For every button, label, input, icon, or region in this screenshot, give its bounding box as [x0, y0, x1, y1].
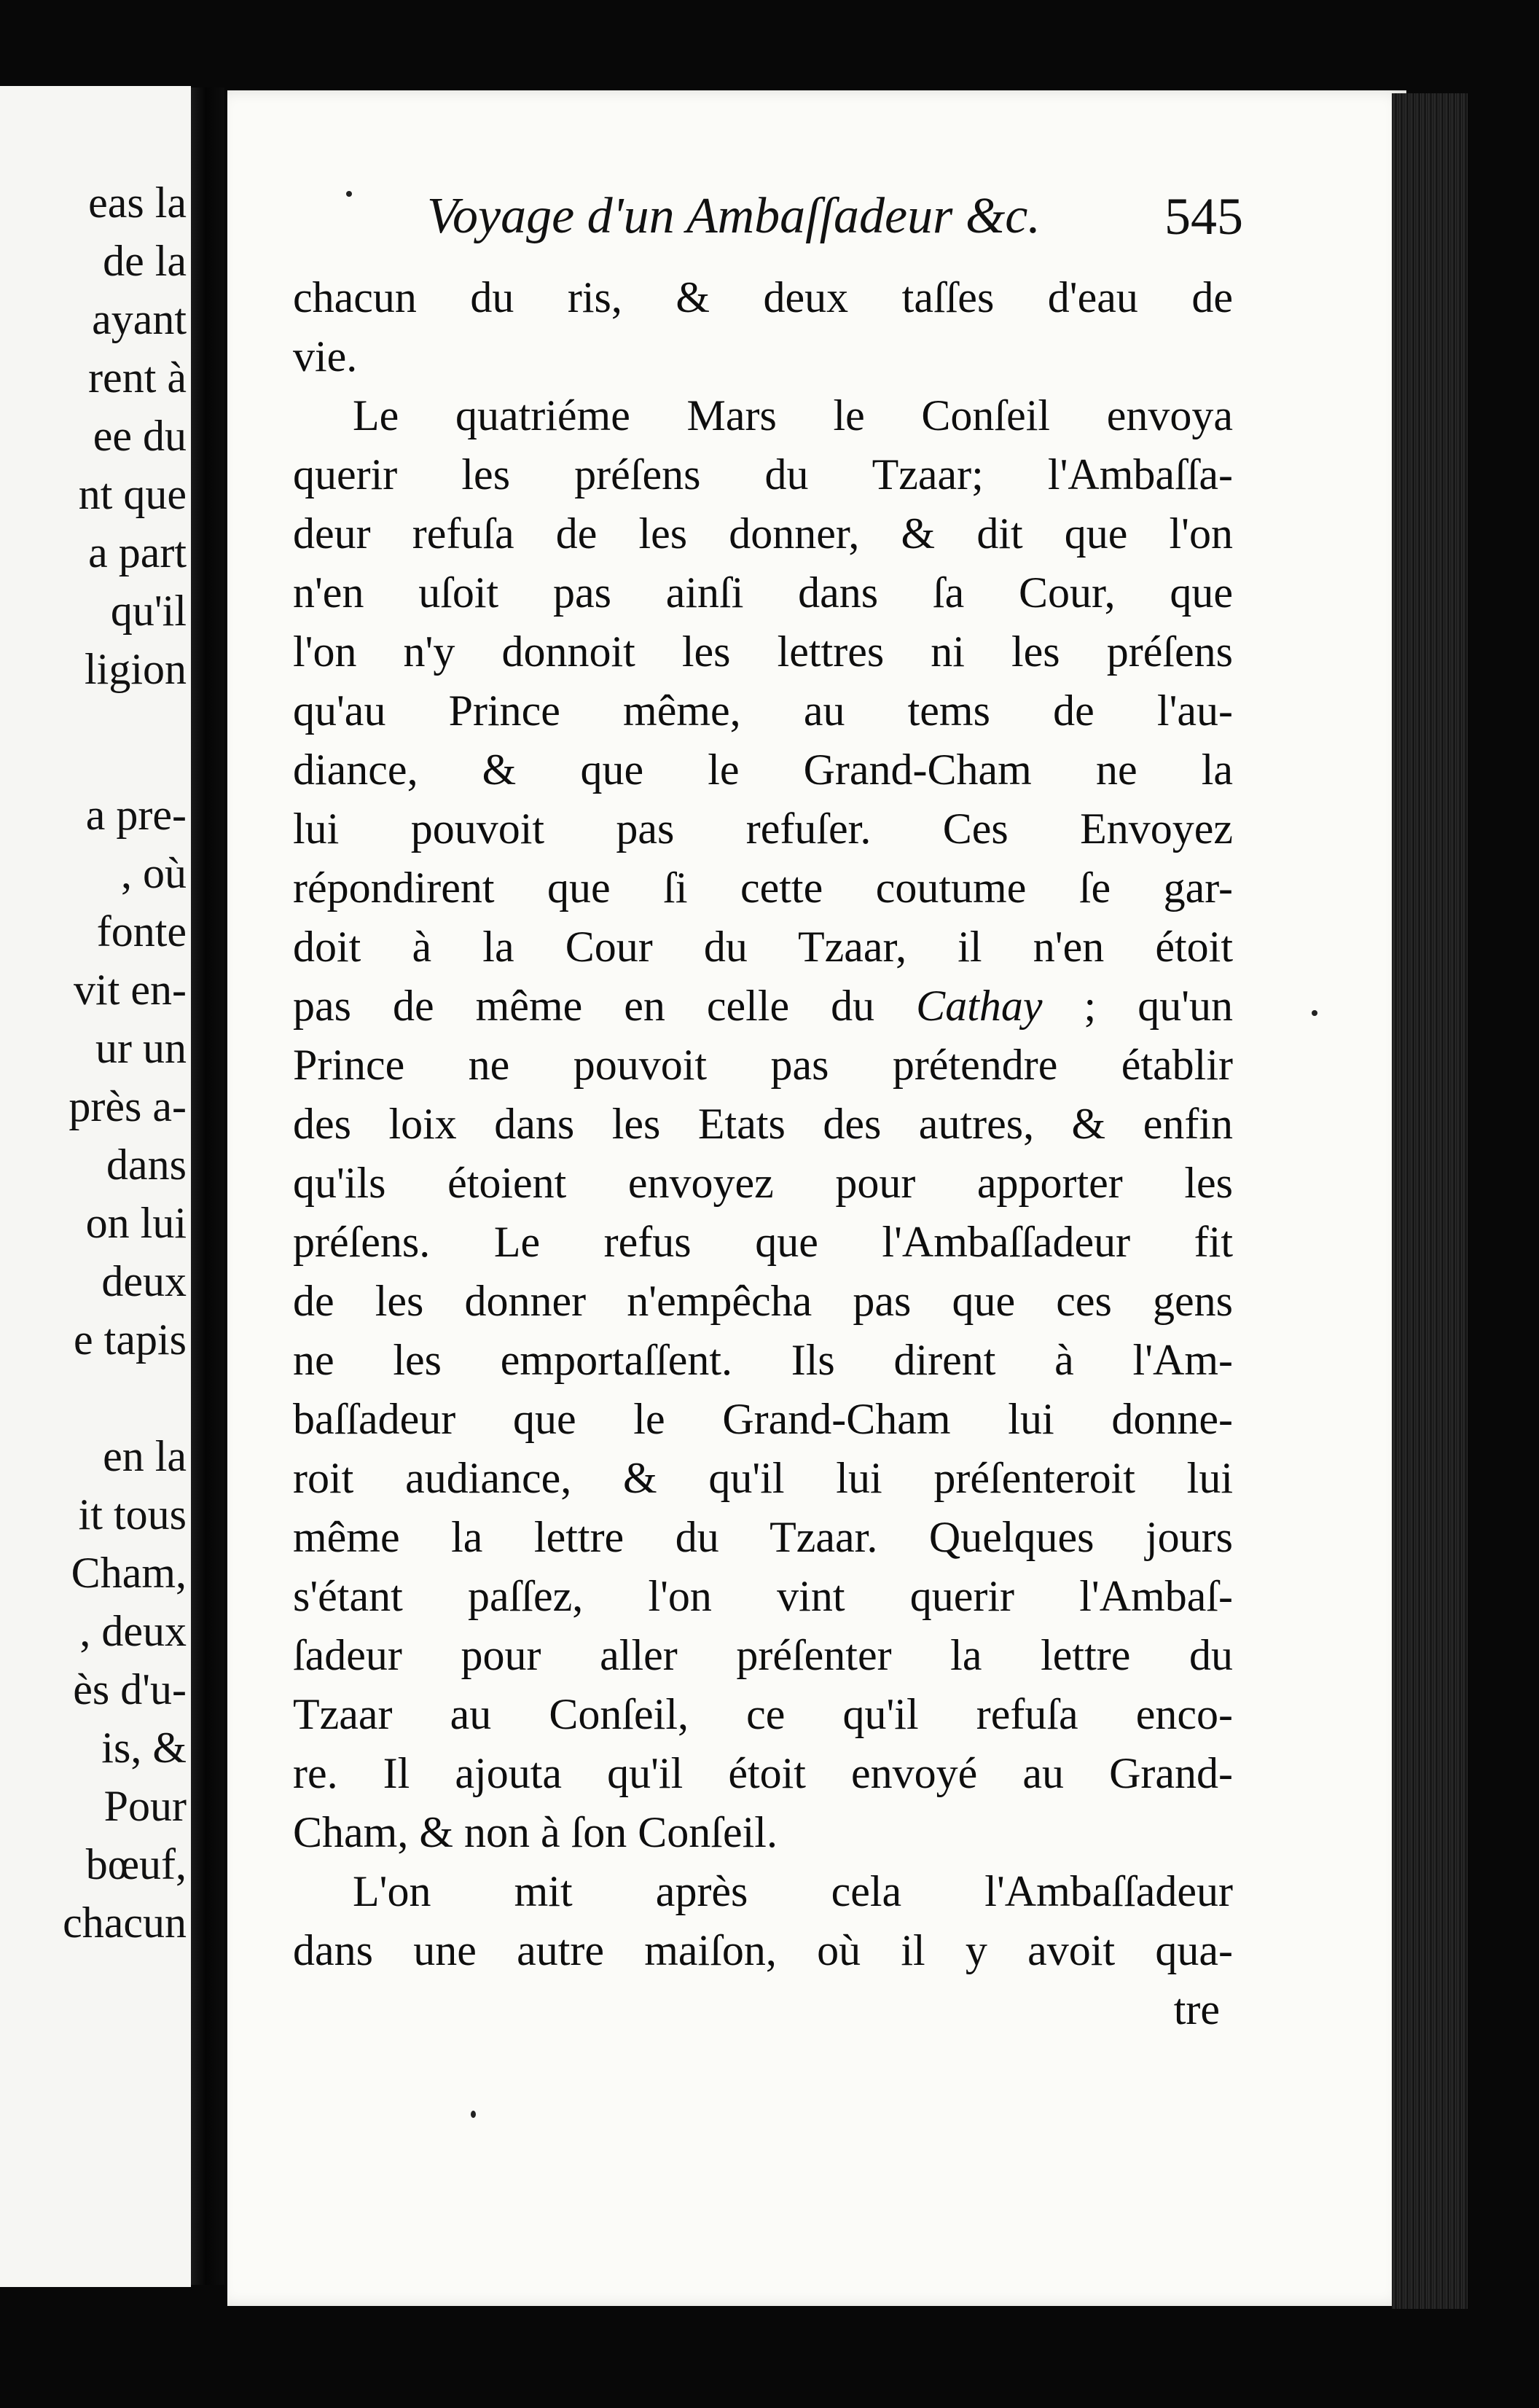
- body-line: qu'au Prince même, au tems de l'au-: [293, 687, 1233, 735]
- body-line: l'on n'y donnoit les lettres ni les préſens: [293, 628, 1233, 676]
- running-header: [427, 184, 1243, 249]
- left-page-line: bœuf,: [85, 1840, 187, 1888]
- left-page-line: a pre-: [85, 791, 187, 839]
- page-edges: [1392, 93, 1468, 2309]
- left-page-line: eas la: [88, 179, 187, 227]
- body-line: des loix dans les Etats des autres, & enfin: [293, 1100, 1233, 1148]
- body-line: préſens. Le refus que l'Ambaſſadeur fit: [293, 1218, 1233, 1266]
- body-line: qu'ils étoient envoyez pour apporter les: [293, 1159, 1233, 1207]
- body-line: de les donner n'empêcha pas que ces gens: [293, 1277, 1233, 1325]
- left-page-line: , où: [121, 849, 187, 897]
- body-line: ſadeur pour aller préſenter la lettre du: [293, 1631, 1233, 1679]
- left-page-line: deux: [101, 1257, 187, 1305]
- italic-place-name: Cathay: [916, 982, 1043, 1030]
- left-page-line: ligion: [84, 645, 187, 693]
- left-page-line: , deux: [79, 1607, 187, 1655]
- left-page-line: rent à: [88, 353, 187, 402]
- body-line: deur refuſa de les donner, & dit que l'on: [293, 509, 1233, 558]
- running-title: Voyage d'un Ambaſſadeur &c.: [427, 188, 1041, 244]
- body-line: L'on mit après cela l'Ambaſſadeur: [353, 1867, 1233, 1915]
- body-line: s'étant paſſez, l'on vint querir l'Ambaſ-: [293, 1572, 1233, 1620]
- left-page-line: ès d'u-: [73, 1665, 187, 1713]
- body-line: Prince ne pouvoit pas prétendre établir: [293, 1041, 1233, 1089]
- body-line: diance, & que le Grand-Cham ne la: [293, 746, 1233, 794]
- left-page-line: près a-: [68, 1082, 187, 1130]
- left-page-line: ee du: [93, 412, 187, 460]
- left-page-line: vit en-: [74, 966, 187, 1014]
- left-page-line: it tous: [78, 1490, 187, 1539]
- body-line: dans une autre maiſon, où il y avoit qua-: [293, 1926, 1233, 1974]
- left-page-line: en la: [103, 1432, 187, 1480]
- body-line: lui pouvoit pas refuſer. Ces Envoyez: [293, 805, 1233, 853]
- body-line: roit audiance, & qu'il lui préſenteroit lui: [293, 1454, 1233, 1502]
- body-line: baſſadeur que le Grand-Cham lui donne-: [293, 1395, 1233, 1443]
- body-line: répondirent que ſi cette coutume ſe gar-: [293, 864, 1233, 912]
- left-page-line: fonte: [96, 907, 187, 955]
- left-page-line: ur un: [95, 1024, 187, 1072]
- left-page-line: dans: [106, 1141, 187, 1189]
- body-line: ne les emportaſſent. Ils dirent à l'Am-: [293, 1336, 1233, 1384]
- body-line: Cham, & non à ſon Conſeil.: [293, 1808, 778, 1856]
- left-page-line: e tapis: [74, 1316, 187, 1364]
- catchword: tre: [1173, 1985, 1220, 2033]
- body-line: même la lettre du Tzaar. Quelques jours: [293, 1513, 1233, 1561]
- ink-speck: [346, 191, 352, 197]
- body-line: chacun du ris, & deux taſſes d'eau de: [293, 273, 1233, 321]
- body-line: querir les préſens du Tzaar; l'Ambaſſa-: [293, 450, 1233, 499]
- body-line: re. Il ajouta qu'il étoit envoyé au Grand-: [293, 1749, 1233, 1797]
- left-page-line: is, &: [101, 1724, 187, 1772]
- left-page-line: Cham,: [71, 1549, 187, 1597]
- book-gutter: [191, 87, 224, 2285]
- ink-speck: [471, 2111, 476, 2118]
- page-number: 545: [1164, 187, 1243, 246]
- left-page-line: a part: [88, 528, 187, 576]
- left-page-line: chacun: [63, 1899, 187, 1947]
- ink-speck: [1312, 1010, 1317, 1016]
- left-facing-page: [0, 86, 191, 2287]
- body-line: vie.: [293, 332, 358, 380]
- left-page-line: de la: [103, 237, 187, 285]
- body-line: n'en uſoit pas ainſi dans ſa Cour, que: [293, 568, 1233, 617]
- body-line: doit à la Cour du Tzaar, il n'en étoit: [293, 923, 1233, 971]
- left-page-line: ayant: [92, 295, 187, 343]
- body-line: Tzaar au Conſeil, ce qu'il refuſa enco-: [293, 1690, 1233, 1738]
- left-page-line: nt que: [78, 470, 187, 518]
- body-line: Le quatriéme Mars le Conſeil envoya: [353, 391, 1233, 439]
- left-page-line: qu'il: [110, 587, 187, 635]
- body-line: pas de même en celle du Cathay ; qu'un: [293, 982, 1234, 1030]
- left-page-line: Pour: [103, 1782, 187, 1830]
- left-page-line: on lui: [85, 1199, 187, 1247]
